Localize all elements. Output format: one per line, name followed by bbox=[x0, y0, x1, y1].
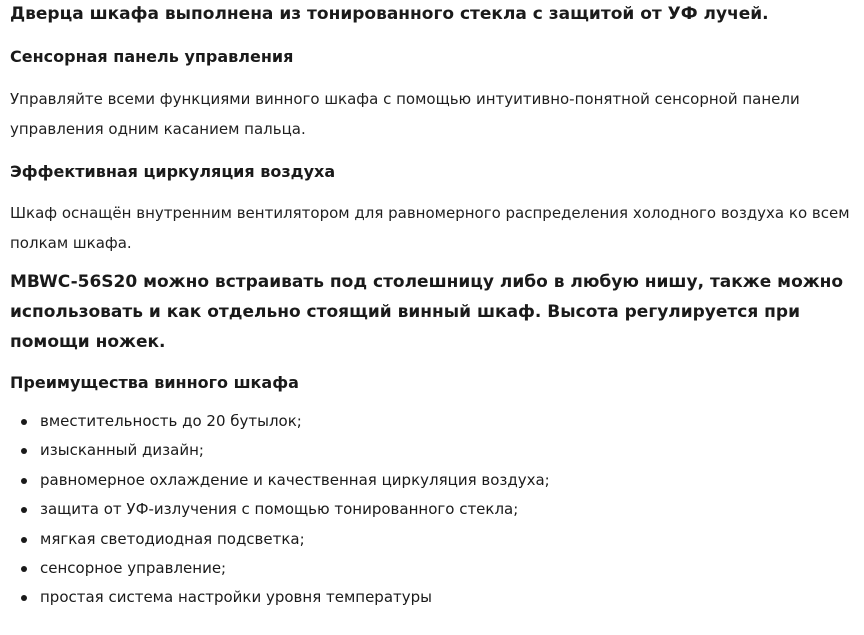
touch-panel-heading: Сенсорная панель управления bbox=[10, 47, 294, 66]
bullet-icon bbox=[21, 419, 27, 425]
touch-panel-text: Управляйте всеми функциями винного шкафа с помощью интуитивно-понятной сенсорной панели управления одним касанием пальца. bbox=[10, 90, 800, 138]
bullet-icon bbox=[21, 595, 27, 601]
list-item bbox=[10, 466, 550, 495]
list-item-text: вместительность до 20 бутылок; bbox=[40, 412, 302, 430]
list-item-text: изысканный дизайн; bbox=[40, 441, 204, 460]
glass-door-heading: Дверца шкафа выполнена из тонированного стекла с защитой от УФ лучей. bbox=[10, 4, 769, 24]
bullet-icon bbox=[21, 507, 27, 513]
list-item-text: равномерное охлаждение и качественная циркуляция воздуха; bbox=[40, 470, 550, 489]
bullet-icon bbox=[21, 448, 27, 454]
benefits-heading: Преимущества винного шкафа bbox=[10, 373, 299, 392]
list-item-text: мягкая светодиодная подсветка; bbox=[40, 529, 305, 548]
air-circulation-text: Шкаф оснащён внутренним вентилятором для равномерного распределения холодного воздуха ко всем полкам шкафа. bbox=[10, 204, 850, 252]
bullet-icon bbox=[21, 566, 27, 572]
list-item bbox=[10, 495, 550, 524]
bullet-icon bbox=[21, 537, 27, 543]
list-item-text: простая система настройки уровня температуры bbox=[40, 588, 432, 607]
air-circulation-heading: Эффективная циркуляция воздуха bbox=[10, 162, 336, 181]
list-item-text: сенсорное управление; bbox=[40, 559, 227, 578]
installation-note: MBWC-56S20 можно встраивать под столешницу либо в любую нишу, также можно использовать и как отдельно стоящий винный шкаф. Высота регулируется при помощи ножек. bbox=[10, 272, 844, 352]
list-item bbox=[10, 436, 550, 465]
list-item bbox=[10, 525, 550, 554]
bullet-icon bbox=[21, 478, 27, 484]
list-item-text: защита от УФ-излучения с помощью тонированного стекла; bbox=[40, 500, 519, 519]
benefits-list bbox=[10, 407, 550, 613]
list-item bbox=[10, 554, 550, 583]
list-item bbox=[10, 583, 550, 612]
list-item bbox=[10, 407, 550, 436]
